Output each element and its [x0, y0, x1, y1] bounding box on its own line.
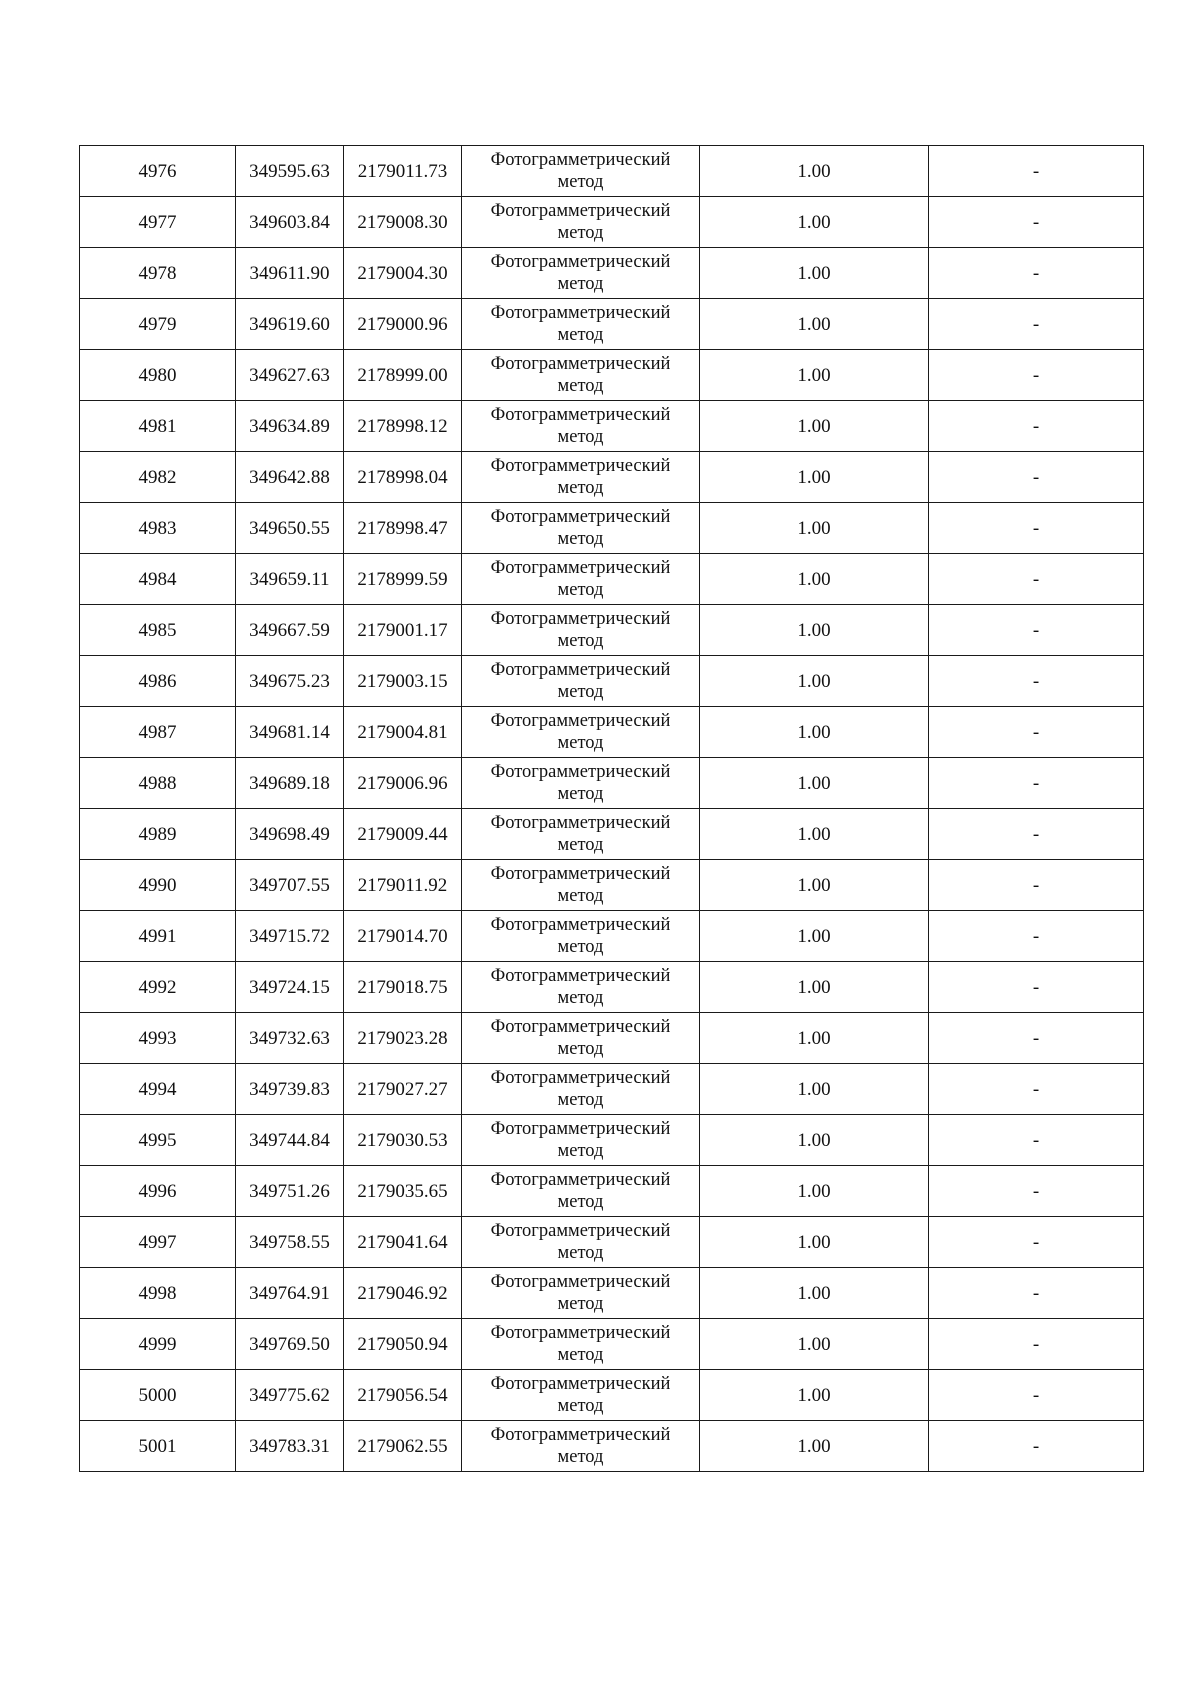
note-cell: - — [929, 656, 1144, 707]
accuracy-cell: 1.00 — [700, 1370, 929, 1421]
x-coordinate-cell: 349650.55 — [236, 503, 344, 554]
y-coordinate-cell: 2179011.73 — [344, 146, 462, 197]
table-row — [80, 248, 1144, 299]
note-cell: - — [929, 605, 1144, 656]
x-coordinate-cell: 349724.15 — [236, 962, 344, 1013]
accuracy-cell: 1.00 — [700, 299, 929, 350]
method-text-line-1: Фотограмметрический — [490, 303, 671, 323]
accuracy-cell: 1.00 — [700, 962, 929, 1013]
accuracy-cell: 1.00 — [700, 503, 929, 554]
note-cell: - — [929, 1166, 1144, 1217]
accuracy-cell: 1.00 — [700, 1421, 929, 1472]
method-text-line-2: метод — [557, 1345, 604, 1365]
point-number-cell: 4984 — [80, 554, 236, 605]
point-number-cell: 4977 — [80, 197, 236, 248]
table-row — [80, 1013, 1144, 1064]
method-text-line-1: Фотограмметрический — [490, 354, 671, 374]
method-text-line-1: Фотограмметрический — [490, 507, 671, 527]
method-text-line-2: метод — [557, 427, 604, 447]
accuracy-cell: 1.00 — [700, 1013, 929, 1064]
x-coordinate-cell: 349667.59 — [236, 605, 344, 656]
method-cell — [462, 146, 700, 197]
note-cell: - — [929, 1115, 1144, 1166]
point-number-cell: 4997 — [80, 1217, 236, 1268]
accuracy-cell: 1.00 — [700, 656, 929, 707]
method-text-line-2: метод — [557, 325, 604, 345]
method-text-line-2: метод — [557, 376, 604, 396]
point-number-cell: 4991 — [80, 911, 236, 962]
method-text-line-1: Фотограмметрический — [490, 1323, 671, 1343]
accuracy-cell: 1.00 — [700, 860, 929, 911]
y-coordinate-cell: 2179000.96 — [344, 299, 462, 350]
method-text-line-1: Фотограмметрический — [490, 150, 671, 170]
y-coordinate-cell: 2179023.28 — [344, 1013, 462, 1064]
point-number-cell: 4996 — [80, 1166, 236, 1217]
accuracy-cell: 1.00 — [700, 1217, 929, 1268]
method-cell — [462, 962, 700, 1013]
x-coordinate-cell: 349744.84 — [236, 1115, 344, 1166]
table-row — [80, 1370, 1144, 1421]
point-number-cell: 4995 — [80, 1115, 236, 1166]
table-row — [80, 860, 1144, 911]
point-number-cell: 4983 — [80, 503, 236, 554]
note-cell: - — [929, 452, 1144, 503]
table-row — [80, 146, 1144, 197]
method-cell — [462, 452, 700, 503]
y-coordinate-cell: 2179027.27 — [344, 1064, 462, 1115]
method-text-line-1: Фотограмметрический — [490, 1374, 671, 1394]
method-cell — [462, 1064, 700, 1115]
method-text-line-2: метод — [557, 478, 604, 498]
method-cell — [462, 1421, 700, 1472]
point-number-cell: 4998 — [80, 1268, 236, 1319]
point-number-cell: 4981 — [80, 401, 236, 452]
method-text-line-2: метод — [557, 529, 604, 549]
method-text-line-2: метод — [557, 1141, 604, 1161]
note-cell: - — [929, 248, 1144, 299]
note-cell: - — [929, 1013, 1144, 1064]
y-coordinate-cell: 2179056.54 — [344, 1370, 462, 1421]
accuracy-cell: 1.00 — [700, 248, 929, 299]
method-text-line-1: Фотограмметрический — [490, 711, 671, 731]
y-coordinate-cell: 2179046.92 — [344, 1268, 462, 1319]
method-cell — [462, 1370, 700, 1421]
method-text-line-1: Фотограмметрический — [490, 1119, 671, 1139]
method-text-line-1: Фотограмметрический — [490, 1017, 671, 1037]
method-text-line-2: метод — [557, 580, 604, 600]
y-coordinate-cell: 2179014.70 — [344, 911, 462, 962]
point-number-cell: 4993 — [80, 1013, 236, 1064]
x-coordinate-cell: 349758.55 — [236, 1217, 344, 1268]
table-row — [80, 809, 1144, 860]
point-number-cell: 4976 — [80, 146, 236, 197]
y-coordinate-cell: 2179004.30 — [344, 248, 462, 299]
table-row — [80, 350, 1144, 401]
method-cell — [462, 1319, 700, 1370]
method-cell — [462, 1013, 700, 1064]
point-number-cell: 5001 — [80, 1421, 236, 1472]
note-cell: - — [929, 146, 1144, 197]
point-number-cell: 4986 — [80, 656, 236, 707]
point-number-cell: 4989 — [80, 809, 236, 860]
note-cell: - — [929, 911, 1144, 962]
table-body — [80, 146, 1144, 1472]
x-coordinate-cell: 349619.60 — [236, 299, 344, 350]
x-coordinate-cell: 349634.89 — [236, 401, 344, 452]
method-text-line-2: метод — [557, 988, 604, 1008]
method-cell — [462, 503, 700, 554]
y-coordinate-cell: 2179035.65 — [344, 1166, 462, 1217]
accuracy-cell: 1.00 — [700, 452, 929, 503]
method-text-line-1: Фотограмметрический — [490, 201, 671, 221]
method-cell — [462, 299, 700, 350]
method-cell — [462, 350, 700, 401]
method-cell — [462, 605, 700, 656]
method-text-line-1: Фотограмметрический — [490, 609, 671, 629]
x-coordinate-cell: 349595.63 — [236, 146, 344, 197]
y-coordinate-cell: 2179006.96 — [344, 758, 462, 809]
note-cell: - — [929, 401, 1144, 452]
method-text-line-1: Фотограмметрический — [490, 405, 671, 425]
note-cell: - — [929, 350, 1144, 401]
note-cell: - — [929, 1064, 1144, 1115]
table-row — [80, 452, 1144, 503]
point-number-cell: 4978 — [80, 248, 236, 299]
coordinates-table — [79, 145, 1144, 1472]
y-coordinate-cell: 2179003.15 — [344, 656, 462, 707]
x-coordinate-cell: 349627.63 — [236, 350, 344, 401]
method-text-line-2: метод — [557, 937, 604, 957]
x-coordinate-cell: 349751.26 — [236, 1166, 344, 1217]
method-text-line-1: Фотограмметрический — [490, 1068, 671, 1088]
point-number-cell: 4980 — [80, 350, 236, 401]
table-row — [80, 1115, 1144, 1166]
point-number-cell: 4994 — [80, 1064, 236, 1115]
note-cell: - — [929, 503, 1144, 554]
accuracy-cell: 1.00 — [700, 401, 929, 452]
method-text-line-2: метод — [557, 784, 604, 804]
method-cell — [462, 197, 700, 248]
y-coordinate-cell: 2179041.64 — [344, 1217, 462, 1268]
x-coordinate-cell: 349642.88 — [236, 452, 344, 503]
y-coordinate-cell: 2178998.12 — [344, 401, 462, 452]
method-text-line-2: метод — [557, 1192, 604, 1212]
y-coordinate-cell: 2179009.44 — [344, 809, 462, 860]
method-cell — [462, 1115, 700, 1166]
accuracy-cell: 1.00 — [700, 1166, 929, 1217]
y-coordinate-cell: 2179001.17 — [344, 605, 462, 656]
y-coordinate-cell: 2179062.55 — [344, 1421, 462, 1472]
y-coordinate-cell: 2178998.47 — [344, 503, 462, 554]
table-row — [80, 197, 1144, 248]
note-cell: - — [929, 860, 1144, 911]
table-row — [80, 1166, 1144, 1217]
note-cell: - — [929, 962, 1144, 1013]
method-text-line-2: метод — [557, 1243, 604, 1263]
method-text-line-2: метод — [557, 274, 604, 294]
method-text-line-1: Фотограмметрический — [490, 1170, 671, 1190]
table-row — [80, 554, 1144, 605]
note-cell: - — [929, 809, 1144, 860]
table-row — [80, 1217, 1144, 1268]
method-text-line-1: Фотограмметрический — [490, 1221, 671, 1241]
x-coordinate-cell: 349715.72 — [236, 911, 344, 962]
method-cell — [462, 758, 700, 809]
method-text-line-2: метод — [557, 172, 604, 192]
table-row — [80, 605, 1144, 656]
method-cell — [462, 911, 700, 962]
x-coordinate-cell: 349698.49 — [236, 809, 344, 860]
accuracy-cell: 1.00 — [700, 350, 929, 401]
y-coordinate-cell: 2179004.81 — [344, 707, 462, 758]
x-coordinate-cell: 349681.14 — [236, 707, 344, 758]
x-coordinate-cell: 349611.90 — [236, 248, 344, 299]
method-text-line-2: метод — [557, 835, 604, 855]
method-cell — [462, 401, 700, 452]
table-row — [80, 1268, 1144, 1319]
y-coordinate-cell: 2179030.53 — [344, 1115, 462, 1166]
method-text-line-1: Фотограмметрический — [490, 558, 671, 578]
note-cell: - — [929, 1319, 1144, 1370]
method-text-line-1: Фотограмметрический — [490, 864, 671, 884]
method-text-line-1: Фотограмметрический — [490, 252, 671, 272]
accuracy-cell: 1.00 — [700, 809, 929, 860]
x-coordinate-cell: 349732.63 — [236, 1013, 344, 1064]
note-cell: - — [929, 1217, 1144, 1268]
accuracy-cell: 1.00 — [700, 707, 929, 758]
method-text-line-1: Фотограмметрический — [490, 1425, 671, 1445]
note-cell: - — [929, 707, 1144, 758]
method-cell — [462, 809, 700, 860]
method-text-line-2: метод — [557, 1447, 604, 1467]
table-row — [80, 299, 1144, 350]
x-coordinate-cell: 349783.31 — [236, 1421, 344, 1472]
point-number-cell: 4990 — [80, 860, 236, 911]
point-number-cell: 4985 — [80, 605, 236, 656]
y-coordinate-cell: 2178999.59 — [344, 554, 462, 605]
point-number-cell: 5000 — [80, 1370, 236, 1421]
point-number-cell: 4988 — [80, 758, 236, 809]
table-row — [80, 758, 1144, 809]
note-cell: - — [929, 1268, 1144, 1319]
method-cell — [462, 1217, 700, 1268]
accuracy-cell: 1.00 — [700, 197, 929, 248]
method-text-line-2: метод — [557, 1294, 604, 1314]
accuracy-cell: 1.00 — [700, 146, 929, 197]
table-row — [80, 503, 1144, 554]
table-row — [80, 707, 1144, 758]
point-number-cell: 4982 — [80, 452, 236, 503]
method-text-line-2: метод — [557, 1090, 604, 1110]
y-coordinate-cell: 2179018.75 — [344, 962, 462, 1013]
y-coordinate-cell: 2179050.94 — [344, 1319, 462, 1370]
method-cell — [462, 1166, 700, 1217]
point-number-cell: 4987 — [80, 707, 236, 758]
y-coordinate-cell: 2178999.00 — [344, 350, 462, 401]
x-coordinate-cell: 349659.11 — [236, 554, 344, 605]
method-text-line-1: Фотограмметрический — [490, 762, 671, 782]
x-coordinate-cell: 349689.18 — [236, 758, 344, 809]
method-cell — [462, 1268, 700, 1319]
method-text-line-2: метод — [557, 886, 604, 906]
note-cell: - — [929, 1421, 1144, 1472]
method-cell — [462, 707, 700, 758]
method-cell — [462, 656, 700, 707]
accuracy-cell: 1.00 — [700, 1115, 929, 1166]
method-cell — [462, 554, 700, 605]
table-row — [80, 1319, 1144, 1370]
note-cell: - — [929, 197, 1144, 248]
method-text-line-2: метод — [557, 223, 604, 243]
accuracy-cell: 1.00 — [700, 554, 929, 605]
method-text-line-2: метод — [557, 631, 604, 651]
method-text-line-2: метод — [557, 682, 604, 702]
x-coordinate-cell: 349603.84 — [236, 197, 344, 248]
table-row — [80, 1064, 1144, 1115]
accuracy-cell: 1.00 — [700, 911, 929, 962]
method-text-line-2: метод — [557, 1396, 604, 1416]
x-coordinate-cell: 349675.23 — [236, 656, 344, 707]
note-cell: - — [929, 299, 1144, 350]
point-number-cell: 4979 — [80, 299, 236, 350]
x-coordinate-cell: 349707.55 — [236, 860, 344, 911]
accuracy-cell: 1.00 — [700, 758, 929, 809]
method-text-line-1: Фотограмметрический — [490, 1272, 671, 1292]
method-text-line-1: Фотограмметрический — [490, 966, 671, 986]
method-text-line-2: метод — [557, 1039, 604, 1059]
method-text-line-2: метод — [557, 733, 604, 753]
method-cell — [462, 248, 700, 299]
table-row — [80, 401, 1144, 452]
accuracy-cell: 1.00 — [700, 1064, 929, 1115]
method-cell — [462, 860, 700, 911]
x-coordinate-cell: 349769.50 — [236, 1319, 344, 1370]
x-coordinate-cell: 349775.62 — [236, 1370, 344, 1421]
point-number-cell: 4992 — [80, 962, 236, 1013]
table-row — [80, 962, 1144, 1013]
x-coordinate-cell: 349739.83 — [236, 1064, 344, 1115]
method-text-line-1: Фотограмметрический — [490, 813, 671, 833]
y-coordinate-cell: 2179008.30 — [344, 197, 462, 248]
method-text-line-1: Фотограмметрический — [490, 456, 671, 476]
x-coordinate-cell: 349764.91 — [236, 1268, 344, 1319]
accuracy-cell: 1.00 — [700, 1268, 929, 1319]
y-coordinate-cell: 2178998.04 — [344, 452, 462, 503]
accuracy-cell: 1.00 — [700, 605, 929, 656]
accuracy-cell: 1.00 — [700, 1319, 929, 1370]
note-cell: - — [929, 758, 1144, 809]
table-row — [80, 911, 1144, 962]
table-row — [80, 656, 1144, 707]
method-text-line-1: Фотограмметрический — [490, 915, 671, 935]
note-cell: - — [929, 1370, 1144, 1421]
method-text-line-1: Фотограмметрический — [490, 660, 671, 680]
table-row — [80, 1421, 1144, 1472]
point-number-cell: 4999 — [80, 1319, 236, 1370]
y-coordinate-cell: 2179011.92 — [344, 860, 462, 911]
note-cell: - — [929, 554, 1144, 605]
